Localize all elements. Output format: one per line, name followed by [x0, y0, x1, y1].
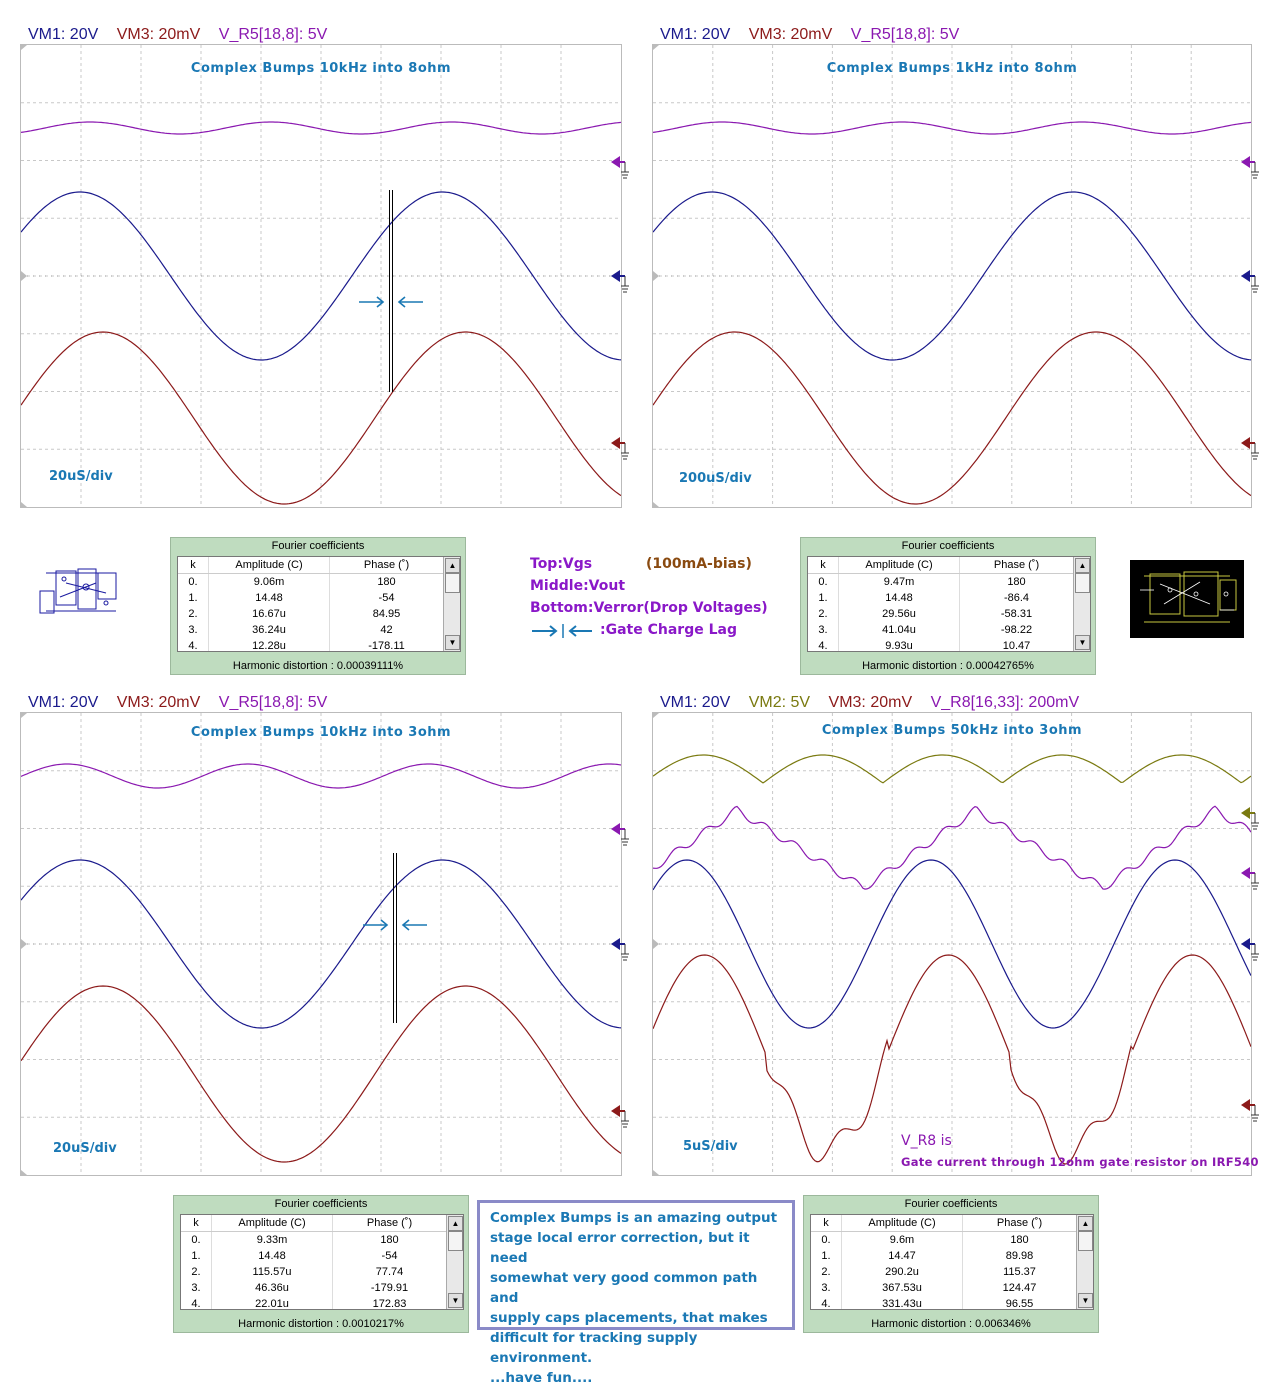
schematic-thumbnail-right[interactable] [1130, 560, 1244, 638]
channel-vm1-label: VM1: 20V [28, 26, 99, 43]
cell: 180 [330, 574, 444, 591]
table-row [811, 1248, 1077, 1264]
cell: 96.55 [963, 1296, 1077, 1310]
note-line: stage local error correction, but it need [490, 1230, 750, 1266]
cell: 4. [811, 1296, 842, 1310]
cell: 41.04u [839, 622, 960, 638]
hd-value: 0.00039111% [336, 660, 404, 672]
cell: 0. [181, 1232, 212, 1249]
lag-arrows-icon [359, 297, 423, 307]
table-row [811, 1296, 1077, 1310]
table-row [808, 590, 1074, 606]
hd-label: Harmonic distortion : [871, 1318, 973, 1330]
fourier-title: Fourier coefficients [904, 1198, 998, 1210]
cell: 0. [178, 574, 209, 591]
channel-ground-marker-icon[interactable] [1241, 1097, 1261, 1123]
cell: 42 [330, 622, 444, 638]
cell: 1. [181, 1248, 212, 1264]
legend-middle: Middle:Vout [530, 578, 626, 594]
col-header-amplitude: Amplitude (C) [212, 1215, 333, 1232]
scroll-up-icon[interactable]: ▲ [445, 558, 460, 573]
channel-ground-marker-icon[interactable] [1241, 865, 1261, 891]
cell: 12.28u [209, 638, 330, 652]
cell: 2. [178, 606, 209, 622]
comment-note-box [477, 1200, 795, 1386]
channel-vm1-label: VM1: 20V [660, 26, 731, 43]
trigger-marker-icon [653, 45, 659, 50]
channel-vr5-label: V_R5[18,8]: 5V [850, 26, 960, 43]
channel-ground-marker-icon[interactable] [1241, 936, 1261, 962]
note-line: somewhat very good common path and [490, 1270, 758, 1306]
note-line: supply caps placements, that makes [490, 1310, 768, 1326]
scope-panel-2[interactable] [652, 44, 1252, 508]
panel2-channel-header [660, 26, 973, 44]
channel-vm3-label: VM3: 20mV [116, 26, 201, 43]
cell: 14.48 [839, 590, 960, 606]
scope-screen [653, 45, 1251, 507]
hd-label: Harmonic distortion : [862, 660, 963, 672]
cell: 9.6m [842, 1232, 963, 1249]
scroll-up-icon[interactable]: ▲ [448, 1216, 463, 1231]
vr8-note-title: V_R8 is [901, 1133, 952, 1149]
table-row [178, 622, 444, 638]
vertical-scrollbar[interactable] [1073, 557, 1090, 651]
col-header-amplitude: Amplitude (C) [839, 557, 960, 574]
verror-trace [653, 955, 1251, 1164]
channel-ground-marker-icon[interactable] [611, 268, 631, 294]
hd-label: Harmonic distortion : [232, 660, 334, 672]
channel-vm2-label: VM2: 5V [748, 694, 811, 711]
hd-value: 0.006346% [975, 1318, 1031, 1330]
cell: 2. [811, 1264, 842, 1280]
table-row [811, 1280, 1077, 1296]
vertical-scrollbar[interactable] [443, 557, 460, 651]
scope-panel-4[interactable] [652, 712, 1259, 1176]
channel-ground-marker-icon[interactable] [1241, 805, 1261, 831]
scope-screen [653, 713, 1251, 1175]
cell: 290.2u [842, 1264, 963, 1280]
fourier-title: Fourier coefficients [274, 1198, 368, 1210]
cell: -98.22 [960, 622, 1074, 638]
timebase-label: 20uS/div [53, 1141, 117, 1156]
cell: 9.06m [209, 574, 330, 591]
channel-ground-marker-icon[interactable] [611, 435, 631, 461]
channel-ground-marker-icon[interactable] [611, 154, 631, 180]
cell: 2. [808, 606, 839, 622]
fourier-grid[interactable] [180, 1214, 464, 1310]
cell: 4. [181, 1296, 212, 1310]
lag-arrows-icon [363, 920, 427, 930]
table-row [181, 1296, 447, 1310]
legend-top: Top:Vgs [530, 556, 593, 572]
gate-lag-arrows-icon [532, 624, 596, 638]
cell: 29.56u [839, 606, 960, 622]
cell: 172.83 [333, 1296, 447, 1310]
cell: 77.74 [333, 1264, 447, 1280]
cell: 9.93u [839, 638, 960, 652]
cell: 1. [808, 590, 839, 606]
trigger-marker-icon [653, 1170, 659, 1175]
channel-vm3-label: VM3: 20mV [116, 694, 201, 711]
cell: 1. [178, 590, 209, 606]
panel1-channel-header [28, 26, 341, 44]
channel-vm1-label: VM1: 20V [660, 694, 731, 711]
trigger-marker-icon [21, 271, 27, 281]
cell: 331.43u [842, 1296, 963, 1310]
schematic-thumbnail-left[interactable] [36, 563, 122, 621]
scope-panel-3[interactable] [20, 712, 622, 1176]
scroll-up-icon[interactable]: ▲ [1075, 558, 1090, 573]
col-header-k: k [181, 1215, 212, 1232]
note-line: difficult for tracking supply environment. [490, 1330, 698, 1366]
scroll-up-icon[interactable]: ▲ [1078, 1216, 1093, 1231]
trigger-marker-icon [21, 939, 27, 949]
hd-label: Harmonic distortion : [238, 1318, 340, 1330]
cell: 4. [178, 638, 209, 652]
channel-vr8-label: V_R8[16,33]: 200mV [930, 694, 1080, 711]
scope-screen [21, 45, 621, 507]
cell: 0. [811, 1232, 842, 1249]
table-row [181, 1248, 447, 1264]
scope-panel-1[interactable] [20, 44, 622, 508]
cell: 14.48 [212, 1248, 333, 1264]
channel-vr5-label: V_R5[18,8]: 5V [218, 694, 328, 711]
scroll-thumb[interactable] [445, 573, 460, 593]
fourier-table-3[interactable] [173, 1195, 469, 1333]
scroll-down-icon[interactable]: ▼ [448, 1293, 463, 1308]
cell: 14.48 [209, 590, 330, 606]
channel-vr5-label: V_R5[18,8]: 5V [218, 26, 328, 43]
table-row [178, 606, 444, 622]
cell: 22.01u [212, 1296, 333, 1310]
trigger-marker-icon [21, 45, 27, 50]
channel-vm1-label: VM1: 20V [28, 694, 99, 711]
col-header-k: k [178, 557, 209, 574]
timebase-label: 5uS/div [683, 1139, 738, 1154]
cell: 367.53u [842, 1280, 963, 1296]
legend-lag: :Gate Charge Lag [600, 622, 737, 638]
cell: 180 [960, 574, 1074, 591]
timebase-label: 20uS/div [49, 469, 113, 484]
fourier-grid[interactable] [810, 1214, 1094, 1310]
cell: 84.95 [330, 606, 444, 622]
cell: 46.36u [212, 1280, 333, 1296]
cell: -178.11 [330, 638, 444, 652]
scope-title: Complex Bumps 50kHz into 3ohm [821, 723, 1083, 738]
legend-bias: (100mA-bias) [646, 556, 752, 572]
cell: 0. [808, 574, 839, 591]
col-header-k: k [808, 557, 839, 574]
col-header-amplitude: Amplitude (C) [209, 557, 330, 574]
channel-ground-marker-icon[interactable] [1241, 435, 1261, 461]
table-row [178, 638, 444, 652]
table-row [181, 1280, 447, 1296]
cell: 3. [808, 622, 839, 638]
vertical-scrollbar[interactable] [1076, 1215, 1093, 1309]
table-row [181, 1232, 447, 1249]
table-row [808, 606, 1074, 622]
harmonic-distortion [804, 1318, 1098, 1330]
channel-ground-marker-icon[interactable] [1241, 154, 1261, 180]
col-header-phase: Phase (˚) [333, 1215, 447, 1232]
scope-title: Complex Bumps 10kHz into 8ohm [190, 61, 452, 76]
table-row [808, 638, 1074, 652]
col-header-phase: Phase (˚) [960, 557, 1074, 574]
trigger-marker-icon [653, 502, 659, 507]
legend-bottom: Bottom:Verror(Drop Voltages) [530, 600, 768, 616]
hd-value: 0.00042765% [966, 660, 1034, 672]
col-header-phase: Phase (˚) [330, 557, 444, 574]
cell: 3. [178, 622, 209, 638]
scroll-thumb[interactable] [1075, 573, 1090, 593]
col-header-phase: Phase (˚) [963, 1215, 1077, 1232]
scope-title: Complex Bumps 10kHz into 3ohm [190, 725, 452, 740]
cell: 115.57u [212, 1264, 333, 1280]
timebase-label: 200uS/div [679, 471, 752, 486]
channel-vm3-label: VM3: 20mV [748, 26, 833, 43]
table-row [808, 574, 1074, 591]
table-row [178, 590, 444, 606]
channel-vm3-label: VM3: 20mV [828, 694, 913, 711]
vertical-scrollbar[interactable] [446, 1215, 463, 1309]
channel-ground-marker-icon[interactable] [611, 936, 631, 962]
trigger-marker-icon [653, 713, 659, 718]
scope-screen [21, 713, 621, 1175]
note-line: Complex Bumps is an amazing output [490, 1210, 778, 1226]
cell: 115.37 [963, 1264, 1077, 1280]
fourier-grid[interactable] [807, 556, 1091, 652]
harmonic-distortion [171, 660, 465, 672]
cell: 9.33m [212, 1232, 333, 1249]
cell: 9.47m [839, 574, 960, 591]
table-row [811, 1232, 1077, 1249]
scroll-down-icon[interactable]: ▼ [1078, 1293, 1093, 1308]
vr8-note-detail: Gate current through 12ohm gate resistor on IRF540 [901, 1155, 1259, 1169]
trigger-marker-icon [21, 713, 27, 718]
scroll-down-icon[interactable]: ▼ [445, 635, 460, 650]
scope-title: Complex Bumps 1kHz into 8ohm [826, 61, 1078, 76]
fourier-table-1[interactable] [170, 537, 466, 675]
table-row [181, 1264, 447, 1280]
cell: 14.47 [842, 1248, 963, 1264]
panel4-channel-header [660, 694, 1093, 712]
cell: 4. [808, 638, 839, 652]
fourier-table-2[interactable] [800, 537, 1096, 675]
cell: -54 [330, 590, 444, 606]
harmonic-distortion [801, 660, 1095, 672]
panel3-channel-header [28, 694, 341, 712]
cell: 3. [811, 1280, 842, 1296]
hd-value: 0.0010217% [342, 1318, 404, 1330]
cell: 2. [181, 1264, 212, 1280]
table-row [808, 622, 1074, 638]
fourier-grid[interactable] [177, 556, 461, 652]
cell: 180 [333, 1232, 447, 1249]
cell: 16.67u [209, 606, 330, 622]
table-row [811, 1264, 1077, 1280]
cell: -179.91 [333, 1280, 447, 1296]
cell: 1. [811, 1248, 842, 1264]
trigger-marker-icon [653, 271, 659, 281]
fourier-title: Fourier coefficients [271, 540, 365, 552]
cell: 180 [963, 1232, 1077, 1249]
trace-legend [530, 556, 780, 646]
cell: -54 [333, 1248, 447, 1264]
table-row [178, 574, 444, 591]
cell: 3. [181, 1280, 212, 1296]
harmonic-distortion [174, 1318, 468, 1330]
channel-ground-marker-icon[interactable] [611, 1103, 631, 1129]
cell: -58.31 [960, 606, 1074, 622]
channel-ground-marker-icon[interactable] [1241, 268, 1261, 294]
scroll-down-icon[interactable]: ▼ [1075, 635, 1090, 650]
trigger-marker-icon [653, 939, 659, 949]
note-line: ...have fun.... [490, 1370, 593, 1386]
trigger-marker-icon [21, 1170, 27, 1175]
trigger-marker-icon [21, 502, 27, 507]
scroll-thumb[interactable] [448, 1231, 463, 1251]
cell: -86.4 [960, 590, 1074, 606]
cell: 89.98 [963, 1248, 1077, 1264]
col-header-k: k [811, 1215, 842, 1232]
cell: 124.47 [963, 1280, 1077, 1296]
channel-ground-marker-icon[interactable] [611, 821, 631, 847]
col-header-amplitude: Amplitude (C) [842, 1215, 963, 1232]
fourier-title: Fourier coefficients [901, 540, 995, 552]
fourier-table-4[interactable] [803, 1195, 1099, 1333]
cell: 10.47 [960, 638, 1074, 652]
cell: 36.24u [209, 622, 330, 638]
scroll-thumb[interactable] [1078, 1231, 1093, 1251]
